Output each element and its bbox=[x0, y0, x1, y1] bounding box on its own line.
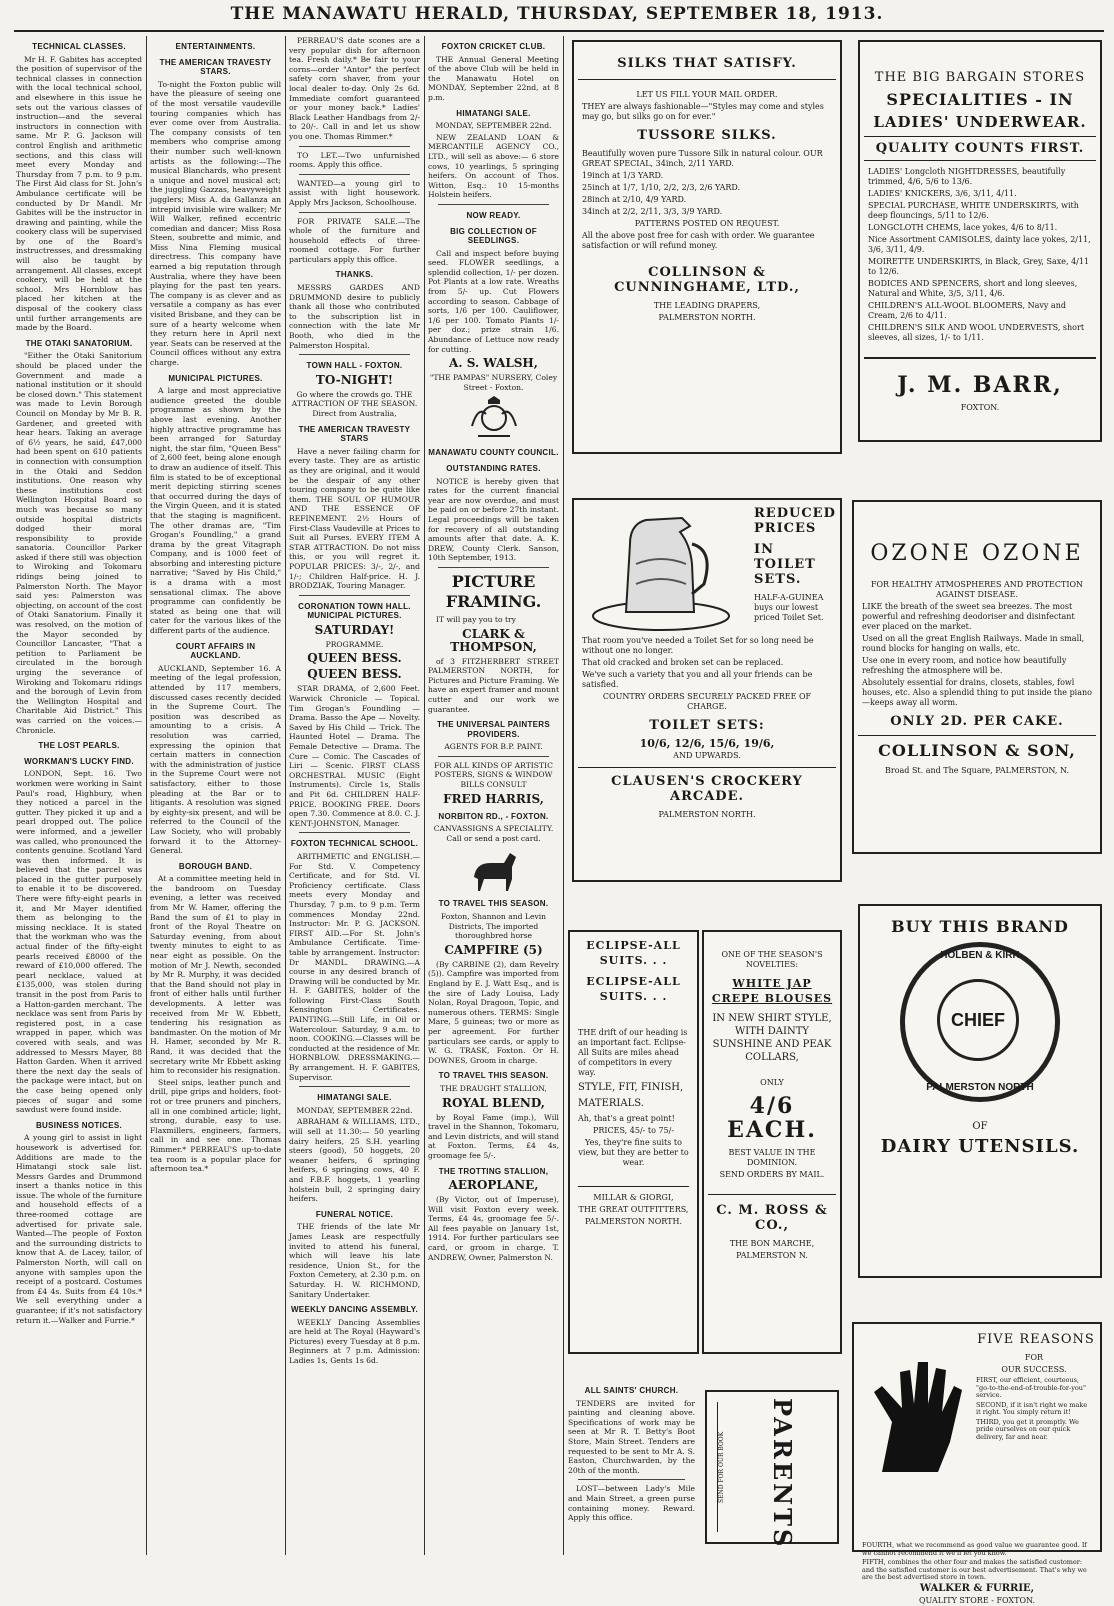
column-3 bbox=[289, 36, 420, 1554]
outstanding-rates-heading: OUTSTANDING RATES. bbox=[446, 464, 541, 473]
heading-court-affairs: COURT AFFAIRS IN AUCKLAND. bbox=[175, 641, 256, 661]
toilet-body-1: That room you've needed a Toilet Set for so long need be without one no longer. bbox=[582, 636, 814, 655]
seal-top-text: HOLBEN & KIRK bbox=[940, 950, 1020, 961]
quality-counts: QUALITY COUNTS FIRST. bbox=[864, 136, 1096, 161]
divider bbox=[299, 1086, 410, 1087]
queen-bess-title-2: QUEEN BESS. bbox=[307, 667, 402, 682]
heading-borough-band: BOROUGH BAND. bbox=[178, 861, 253, 871]
divider bbox=[299, 354, 410, 355]
millar-giorgi-name: MILLAR & GIORGI, bbox=[578, 1186, 689, 1203]
ozone-subtitle: FOR HEALTHY ATMOSPHERES AND PROTECTION AGAINST DISEASE. bbox=[870, 580, 1084, 599]
clausens-arcade-name: CLAUSEN'S CROCKERY ARCADE. bbox=[578, 767, 836, 804]
toilet-location: PALMERSTON NORTH. bbox=[658, 810, 756, 819]
silks-footer: All the above post free for cash with order. We guarantee satisfaction or will refund money. bbox=[582, 231, 815, 250]
ozone-price: ONLY 2D. PER CAKE. bbox=[890, 714, 1064, 729]
picture-framing-intro: IT will pay you to try bbox=[436, 614, 516, 624]
funeral-notice-body: THE friends of the late Mr James Leask are respectfully invited to attend his funeral, which will leave his late residence, Union St., for the Foxton Cemetery, at 2.30 p.m. on Saturday. H. W. RICHMOND, Sanitary Undertaker. bbox=[289, 1222, 420, 1299]
barr-item: Nice Assortment CAMISOLES, dainty lace yokes, 2/11, 3/6, 3/11, 4/9. bbox=[868, 235, 1091, 254]
heading-business-notices: BUSINESS NOTICES. bbox=[35, 1120, 122, 1130]
royal-blend-body: by Royal Fame (imp.), Will travel in the Shannon, Tokomaru, and Levin districts, and will stand at Foxton. Terms, £4 4s, groomage fee 5/-. bbox=[428, 1112, 559, 1160]
holben-kirk-seal bbox=[900, 942, 1060, 1102]
column-divider bbox=[563, 36, 564, 1555]
blouses-price: 4/6 EACH. bbox=[727, 1093, 817, 1143]
silks-body: THEY are always fashionable—"Styles may come and styles may go, but silks go on for ever." bbox=[582, 102, 824, 121]
article-borough-band: At a committee meeting held in the bandroom on Tuesday evening, a letter was received from Mr W. Hamer, offering the Band the sum of £1 to play in front of the Royal Theatre on Saturday evening, from about twenty minutes to eight to as near eight as possible. On the motion of Mr J. Newth, seconded by Mr R. Murphy, it was decided that the Band should not play in front of either halls until further developments. A letter was received from Mr W. Ebbett, tendering his resignation as bandmaster. On the motion of Mr H. Hamer, seconded by Mr R. Rand, it was decided that the secretary write Mr Ebbett asking him to reconsider his resignation. bbox=[150, 874, 281, 1076]
barr-item: MOIRETTE UNDERSKIRTS, in Black, Grey, Saxe, 4/11 to 12/6. bbox=[868, 257, 1090, 276]
eclipse-list: STYLE, FIT, FINISH, MATERIALS. bbox=[578, 1082, 684, 1109]
column-divider bbox=[146, 36, 147, 1555]
article-municipal-pictures: A large and most appreciative audience greeted the double programme as shown by the above last evening. Another highly attractive programme has been arranged for Saturday night, the star film, "Queen Bess" of 2,600 feet, being alone enough to draw an audience of itself. This film is stated to be of exceptional merit depicting stirring scenes that occurred during the days of the Virgin Queen, and it is stated that the staging is magnificent. The other dramas are, "Tim Grogan's Foundling," a grand drama by the great Vitagraph Company, and is 1000 feet of absorbing and interesting picture narrative; "Saved by His Child," is a drama with a most sensational climax. The above programme can confidently be stated as being one that will cater for the various likes of the different parts of the audience. bbox=[150, 386, 281, 636]
ad-wanted: WANTED—a young girl to assist with light housework. Apply Mrs Jackson, Schoolhouse. bbox=[289, 178, 420, 207]
himatangi-sale-body: ABRAHAM & WILLIAMS, LTD., will sell at 11.30:— 50 yearling dairy heifers, 25 S.H. yearling steers (good), 50 hoggets, 20 weaner heifers, 6 springing heifers, 6 springing cows, 40 F. and F.B.F. hoggets, 1 yearling holstein bull, 2 springing dairy heifers. bbox=[289, 1117, 420, 1204]
barr-item: BODICES AND SPENCERS, short and long sleeves, Natural and White, 3/5, 3/11, 4/6. bbox=[868, 279, 1078, 298]
country-orders: COUNTRY ORDERS SECURELY PACKED FREE OF CHARGE. bbox=[602, 692, 812, 711]
blouses-location: PALMERSTON N. bbox=[736, 1251, 808, 1260]
himatangi-sale-date: MONDAY, SEPTEMBER 22nd. bbox=[296, 1105, 413, 1115]
great-outfitters: THE GREAT OUTFITTERS, bbox=[578, 1205, 689, 1214]
tussore-heading: TUSSORE SILKS. bbox=[637, 128, 777, 143]
saturday-heading: SATURDAY! bbox=[314, 622, 395, 637]
ad-ozone bbox=[852, 500, 1102, 854]
travesty-ad-intro: Go where the crowds go. THE ATTRACTION OF THE SEASON. Direct from Australia, bbox=[291, 389, 418, 418]
heading-lost-pearls: THE LOST PEARLS. bbox=[38, 741, 120, 751]
silks-location: PALMERSTON NORTH. bbox=[658, 313, 756, 322]
royal-blend-name: ROYAL BLEND, bbox=[441, 1095, 545, 1110]
blouses-intro: ONE OF THE SEASON'S NOVELTIES: bbox=[721, 950, 823, 969]
collinson-cunninghame-name: COLLINSON & CUNNINGHAME, LTD., bbox=[614, 265, 800, 295]
travesty-ad-title: THE AMERICAN TRAVESTY STARS bbox=[298, 424, 411, 444]
cm-ross-name: C. M. ROSS & CO., bbox=[708, 1194, 836, 1233]
barr-item: LONGCLOTH CHEMS, lace yokes, 4/6 to 8/11. bbox=[868, 223, 1058, 232]
article-travesty-stars: To-night the Foxton public will have the pleasure of seeing one of the most versatile vaudeville touring companies which has ever come over from Australia. The company consists of ten members who comprise among their number such well-known artists as the following:—The musical Blanchards, who present a unique and novel musical act; the juggling Gazzas, heavyweight jugglers; Miss A. da Gallanza an intrepid invisible wire walker; Mr Will Walker, refined eccentric comedian and dancer; Miss Rosa Steen, soubrette and mimic, and Miss Nina Fleming musical directress. This company have earned a big reputation through Australia, where they have been playing for the past ten years. The company is as clever and as versatile a company as has ever visited Brisbane, and they can be sure of a hearty welcome when they return here in April next year. Seats can be reserved at the Council offices without any extra charge. bbox=[150, 79, 282, 367]
ad-chief-brand bbox=[858, 904, 1102, 1278]
in-toilet-sets-heading: IN TOILET SETS. bbox=[754, 542, 816, 587]
fred-harris-address: NORBITON RD., - FOXTON. bbox=[438, 811, 549, 821]
heading-thanks: THANKS. bbox=[335, 270, 374, 280]
divider bbox=[299, 832, 410, 833]
now-ready-heading: NOW READY. bbox=[466, 210, 521, 220]
himatangi-sale-body-2: NEW ZEALAND LOAN & MERCANTILE AGENCY CO., LTD., will sell as above:— 6 store cows, 10 yearlings, 5 springing heifers. On account of Thos. Witton, Esq.: 10 15-months Holstein heifers. bbox=[428, 132, 559, 200]
church-tenders: TENDERS are invited for painting and cleaning above. Specifications of work may be seen at Mr R. T. Betty's Boot Store, Main Street. Tenders are requested to be sent to Mr A. S. Easton, Churchwarden, by the 20th of the month. bbox=[568, 1398, 695, 1475]
ozone-body-1: LIKE the breath of the sweet sea breezes. The most powerful and refreshing deodoriser and disinfectant ever placed on the market. bbox=[862, 602, 1075, 631]
eclipse-heading-1: ECLIPSE-ALL SUITS. . . bbox=[586, 939, 681, 967]
barr-item: LADIES' Longcloth NIGHTDRESSES, beautifully trimmed, 4/6, 5/6 to 13/6. bbox=[868, 167, 1066, 186]
article-court-affairs: AUCKLAND, September 16. A meeting of the legal profession, attended by 117 members, discussed cases recently decided in the Supreme Court. The position was described as amounting to a crisis. A resolution was carried, expressing the opinion that certain matters in connection with the administration of justice in the Supreme Court were not satisfactory, either to those pleading at the Bar or to litigants. A resolution was signed by eighty-six present, and will be referred to the Council of the Law Society, who will probably forward it to the Attorney-General. bbox=[150, 663, 281, 856]
divider bbox=[299, 146, 410, 147]
ad-private-sale: FOR PRIVATE SALE.—The whole of the furniture and household effects of three-roomed cottage. For further particulars apply this office. bbox=[289, 216, 420, 264]
barr-header-2: SPECIALITIES - IN bbox=[886, 90, 1074, 109]
divider bbox=[438, 204, 549, 205]
barr-item: LADIES' KNICKERS, 3/6, 3/11, 4/11. bbox=[868, 189, 1017, 198]
himatangi-sale-date-2: MONDAY, SEPTEMBER 22nd. bbox=[435, 121, 552, 131]
collinson-son-name: COLLINSON & SON, bbox=[858, 735, 1096, 760]
parents-word: PARENTS bbox=[768, 1398, 797, 1550]
cricket-club-heading: FOXTON CRICKET CLUB. bbox=[441, 42, 546, 51]
blouses-mail: SEND ORDERS BY MAIL. bbox=[719, 1170, 825, 1179]
price-34inch: 34inch at 2/2, 2/11, 3/3, 3/9 YARD. bbox=[582, 207, 723, 216]
barr-item: CHILDREN'S ALL-WOOL BLOOMERS, Navy and Cream, 2/6 to 4/11. bbox=[868, 301, 1066, 320]
column-divider bbox=[424, 36, 425, 1555]
universal-painters-heading: THE UNIVERSAL PAINTERS PROVIDERS. bbox=[437, 720, 550, 739]
travel-season-heading-2: TO TRAVEL THIS SEASON. bbox=[438, 1071, 549, 1081]
local-notices: PERREAU'S date scones are a very popular dish for afternoon tea. Fresh daily.* Be fair to your corns—order "Antor" the perfect safety corn shaver, from your local dealer to-day. Only 2s 6d. Immediate comfort guaranteed or your money back.* Ladies' Black Leather Handbags from 2/- to 20/-. Call in and let us show you one. Thomas Rimmer.* bbox=[289, 36, 420, 141]
column-4 bbox=[428, 36, 559, 1554]
queen-bess-title: QUEEN BESS. bbox=[307, 651, 402, 666]
fred-harris-name: FRED HARRIS, bbox=[443, 791, 544, 806]
toilet-sets-label: TOILET SETS: bbox=[649, 718, 765, 733]
five-reasons-title: FIVE REASONS bbox=[977, 1332, 1095, 1347]
ad-big-bargain-stores bbox=[858, 40, 1102, 442]
divider bbox=[438, 756, 549, 757]
ad-eclipse-all-suits bbox=[568, 930, 699, 1354]
campfire-name: CAMPFIRE (5) bbox=[444, 942, 543, 957]
subheading-travesty-stars: THE AMERICAN TRAVESTY STARS. bbox=[159, 57, 272, 77]
fred-harris-body: CANVASSIGNS A SPECIALITY. Call or send a post card. bbox=[433, 824, 554, 843]
ozone-address: Broad St. and The Square, PALMERSTON, N. bbox=[884, 766, 1070, 775]
cricket-club-body: THE Annual General Meeting of the above Club will be held in the Manawatu Hotel on MONDAY, September 22nd, at 8 p.m. bbox=[428, 54, 559, 102]
walsh-address: "THE PAMPAS" NURSERY, Coley Street - Foxton. bbox=[429, 373, 558, 392]
jm-barr-name: J. M. BARR, bbox=[864, 357, 1096, 397]
barr-item: CHILDREN'S SILK AND WOOL UNDERVESTS, short sleeves, all sizes, 1/- to 1/11. bbox=[868, 323, 1085, 342]
ad-parents bbox=[705, 1390, 839, 1550]
divider bbox=[299, 174, 410, 175]
eclipse-body-3: Yes, they're fine suits to view, but they are better to wear. bbox=[578, 1138, 689, 1167]
blouses-title: WHITE JAP CREPE BLOUSES bbox=[711, 977, 833, 1005]
hand-illustration bbox=[862, 1332, 972, 1540]
tussore-body: Beautifully woven pure Tussore Silk in natural colour. OUR GREAT SPECIAL, 34inch, 2/11 YARD. bbox=[582, 149, 823, 168]
universal-painters-agents: AGENTS FOR B.P. PAINT. bbox=[444, 742, 543, 752]
reduced-prices-heading: REDUCED PRICES bbox=[754, 506, 836, 536]
subheading-lucky-find: WORKMAN'S LUCKY FIND. bbox=[24, 756, 134, 766]
price-25inch: 25inch at 1/7, 1/10, 2/2, 2/3, 2/6 YARD. bbox=[582, 183, 741, 192]
ozone-title: OZONE OZONE bbox=[870, 541, 1084, 566]
parents-side-text: SEND FOR OUR BOOK bbox=[717, 1402, 768, 1532]
reason-2: SECOND, if it isn't right we make it right. You simply return it! bbox=[976, 1400, 1088, 1416]
clark-thompson-name: CLARK & THOMPSON, bbox=[450, 626, 537, 654]
ad-to-let: TO LET.—Two unfurnished rooms. Apply this office. bbox=[289, 150, 420, 170]
picture-framing-heading: PICTURE FRAMING. bbox=[445, 571, 542, 611]
eclipse-price: PRICES, 45/- to 75/- bbox=[592, 1126, 675, 1135]
seedlings-heading: BIG COLLECTION OF SEEDLINGS. bbox=[450, 226, 537, 246]
funeral-notice-heading: FUNERAL NOTICE. bbox=[315, 1209, 394, 1219]
travel-season-heading: TO TRAVEL THIS SEASON. bbox=[438, 899, 549, 909]
bon-marche: THE BON MARCHE, bbox=[729, 1239, 815, 1248]
fred-harris-intro: FOR ALL KINDS OF ARTISTIC POSTERS, SIGNS & WINDOW BILLS CONSULT bbox=[434, 760, 553, 790]
barr-header-1: THE BIG BARGAIN STORES bbox=[874, 70, 1086, 85]
column-divider bbox=[285, 36, 286, 1555]
trotting-stallion-heading: THE TROTTING STALLION, bbox=[438, 1166, 549, 1176]
ad-toilet-sets bbox=[572, 498, 842, 882]
himatangi-sale-heading: HIMATANGI SALE. bbox=[317, 1093, 392, 1103]
eclipse-heading-2: ECLIPSE-ALL SUITS. . . bbox=[586, 975, 681, 1003]
article-technical-classes: Mr H. F. Gabites has accepted the position of supervisor of the technical classes in connection with the local technical school, and elsewhere in this issue he sets out the various classes of instruction—and the several instructors in connection with same. Mr P. G. Jackson will control English and arithmetic sections, and this class will meet every Monday and Thursday from 7 p.m. to 9 p.m. The First Aid class for St. John's Ambulance certificate will be conducted by Dr Mandl. Mr Gabites will be the instructor in drawing and painting, while the cookery class will be supervised by one of the Board's instructresses, and dressmaking will also be taught by arrangement. All classes, except cookery, will be held at the school. Mrs Hornblow has placed her kitchen at the disposal of the cookery class until further arrangements are made by the Board. bbox=[16, 54, 142, 333]
price-28inch: 28inch at 2/10, 4/9 YARD. bbox=[582, 195, 687, 204]
travesty-ad-body: Have a never failing charm for every taste. They are as artistic as they are original, and it would be the despair of any other touring company to be quite like them. THE SOUL OF HUMOUR AND THE ESSENCE OF REFINEMENT. 2½ Hours of First-Class Vaudeville at Prices to Suit all Purses. EVERY ITEM A STAR ATTRACTION. Do not miss this, or you will regret it. POPULAR PRICES: 3/-, 2/-, and 1/-; Children Half-price. H. J. BRODZIAK, Touring Manager. bbox=[289, 446, 420, 591]
aeroplane-name: AEROPLANE, bbox=[448, 1178, 539, 1193]
and-upwards: AND UPWARDS. bbox=[673, 751, 741, 760]
chief-of: OF bbox=[972, 1121, 988, 1132]
church-heading: ALL SAINTS' CHURCH. bbox=[584, 1386, 679, 1395]
heading-entertainments: ENTERTAINMENTS. bbox=[175, 42, 256, 51]
column-2 bbox=[150, 36, 281, 1554]
ad-crepe-blouses bbox=[702, 930, 842, 1354]
blouses-only: ONLY bbox=[760, 1078, 784, 1087]
divider bbox=[438, 567, 549, 568]
five-reasons-for: FOR bbox=[1024, 1353, 1044, 1362]
heading-municipal-pictures: MUNICIPAL PICTURES. bbox=[168, 373, 263, 383]
seal-centre: CHIEF bbox=[937, 979, 1019, 1061]
buy-this-brand: BUY THIS BRAND bbox=[891, 917, 1069, 936]
lost-purse: LOST—between Lady's Mile and Main Street, a green purse containing money. Reward. Apply this office. bbox=[568, 1484, 695, 1523]
article-lost-pearls: LONDON, Sept. 16. Two workmen were working in Saint Paul's road, Highbury, when they noticed a parcel in the gutter. They picked it up and a pearl dropped out. The police were informed, and a jeweller was called, who pronounced the contents genuine. Scotland Yard was then informed. It is believed that the parcel was placed in the gutter purposely to enable it to be discovered. There were fifty-eight pearls in it, and Mr Mayer identified them as belonging to the missing necklace. It is stated that the workman who was the actual finder of the fifty-eight pearls received £8000 of the reward of £10,000 offered. The pearl necklace, valued at £135,000, was stolen during transit in the post from Paris to a Hatton-garden merchant. The necklace was sent from Paris by registered post, in a case wrapped in paper, which was covered with seals, and was addressed to Messrs Mayer, 88 Hatton Garden. When it arrived there the next day the seals of the package were intact, but on the case being opened only pieces of sugar and some sawdust were found inside. bbox=[16, 769, 142, 1115]
masthead-rule bbox=[14, 30, 1104, 32]
draught-stallion-label: THE DRAUGHT STALLION, bbox=[440, 1083, 547, 1093]
picture-framing-body: of 3 FITZHERBERT STREET PALMERSTON NORTH, for Pictures and Picture Framing. We have an expert framer and mount cutter and our work we guarantee. bbox=[428, 656, 559, 714]
business-notices: A young girl to assist in light housework is advertised for. Additions are made to the Himatangi stock sale list. Messrs Gardes and Drummond insert a thanks notice in this issue. The whole of the furniture and household effects of a three-roomed cottage are advertised for private sale. Wanted—The people of Foxton and the surrounding districts to know that A. de Lacey, tailor, of Palmerston North, will call on anyone with samples upon the receipt of a postcard. Costumes from £4 4s. Suits from £4 10s.* We sell everything under a guarantee; if it's not satisfactory return it.—Walker and Furrie.* bbox=[16, 1133, 142, 1325]
blouses-best-value: BEST VALUE IN THE DOMINION. bbox=[728, 1148, 816, 1167]
pointing-hand-icon bbox=[862, 1332, 972, 1482]
reason-1: FIRST, our efficient, courteous, "go-to-the-end-of-trouble-for-you" service. bbox=[976, 1376, 1086, 1399]
programme-label: PROGRAMME. bbox=[325, 639, 384, 649]
silks-mail-order: LET US FILL YOUR MAIL ORDER. bbox=[636, 90, 778, 99]
seal-bottom-text: PALMERSTON NORTH bbox=[926, 1082, 1034, 1093]
reason-3: THIRD, you get it promptly. We pride ourselves on our quick delivery, far and near. bbox=[976, 1417, 1079, 1441]
silks-title: SILKS THAT SATISFY. bbox=[578, 56, 836, 80]
horse-icon bbox=[464, 847, 524, 893]
technical-school-heading: FOXTON TECHNICAL SCHOOL. bbox=[290, 839, 419, 849]
eclipse-body-1: THE drift of our heading is an important fact. Eclipse-All Suits are miles ahead of competitors in every way. bbox=[578, 1028, 688, 1077]
half-a-guinea-text: HALF-A-GUINEA buys our lowest priced Toilet Set. bbox=[754, 593, 824, 622]
article-otaki-sanatorium: "Either the Otaki Sanitorium should be placed under the Government and made a national institution or it should be closed down." This statement was made to Levin Borough Council on Monday by Mr B. R. Gardener, and greeted with hear hears. Taking an average of 6½ years, he said, £47,000 had been spent on 610 patients in connection with consumption in the Otaki and Seddon institutions. One reason why these institutions cost Wellington Hospital Board so much was because so many outside hospital districts dodged their moral responsibility to provide sanatoria. Councillor Parker asked if there still was objection to Wiroking and Tokomaru ridings being joined to Palmerston North. The Mayor said yes: Palmerston was objecting, on account of the cost of Otaki Sanatorium. Finally it was resolved, on the motion of the Mayor seconded by Councillor Lancaster, "That a petition to Parliament be circulated in the borough urging the severance of Wiroking and Tokomaru ridings and the borough of Levin from the Wellington Hospital and Charitable Aid District." This was carried on the voices.—Chronicle. bbox=[16, 351, 142, 735]
article-local-notes: Steel snips, leather punch and drill, pipe grips and holders, foot-rot or tree pruners and pinchers, all in one combined article; light, strong, durable, easy to use. Flaxmillers, engineers, farmers, call in and see one. Thomas Rimmer.* PERREAU'S up-to-date tea room is a popular place for afternoon tea.* bbox=[150, 1077, 281, 1174]
toilet-prices: 10/6, 12/6, 15/6, 19/6, bbox=[639, 737, 775, 750]
seedlings-body: Call and inspect before buying seed. FLOWER seedlings, a splendid collection, 1/- per dozen. Pot Plants at a low rate. Wreaths from 5/- up. Cut Flowers according to season. Cabbage of sorts, 1/6 per 100. Cauliflower, 1/6 per 100. Tomato Plants 1/- per doz.; prize strain 1/6. Abundance of Lettuce now ready for cutting. bbox=[428, 248, 559, 354]
campfire-body: (By CARBINE (2), dam Revelry (5)). Campfire was imported from England by E. J. Watt Esq., and is the sire of Lady Louisa, Lady Nolan, Royal Dragoon, Topic, and numerous others. TERMS: Single Mare, 5 guineas; two or more as per agreement. For further particulars see cards, or apply to W. G. TRASK, Foxton. Or H. DOWNES, Groom in charge. bbox=[428, 959, 559, 1065]
patterns-posted: PATTERNS POSTED ON REQUEST. bbox=[634, 219, 780, 228]
reason-5: FIFTH, combines the other four and makes the satisfied customer: and the satisfied customer is our best advertisement. That's why we are the best advertised store in town. bbox=[862, 1558, 1087, 1581]
walsh-name: A. S. WALSH, bbox=[449, 356, 538, 371]
technical-school-body: ARITHMETIC and ENGLISH.—For Std. V. Competency Certificate, and for Std. VI. Proficiency certificate. Class meets every Monday and Thursday, 7 p.m. to 9 p.m. Term commences Monday 22nd. Instructor: Mr. P. G. JACKSON. FIRST AID.—For St. John's Ambulance Certificate. Time-table by arrangement. Instructor: Dr MANDL. DRAWING.—A course in any desired branch of Drawing will be conducted by Mr. H. F. GABITES, holder of the following First-Class South Kensington Certificates. PAINTING.—Still Life, in Oil or Watercolour. Saturday, 9 a.m. to noon. COOKING.—Classes will be conducted at the residence of Mr. HORNBLOW. DRESSMAKING.—By arrangement. H. F. GABITES, Supervisor. bbox=[289, 851, 420, 1082]
weekly-dancing-body: WEEKLY Dancing Assemblies are held at The Royal (Hayward's Pictures) every Tuesday at 8 p.m. Beginners at 7 p.m. Admission: Ladies 1s, Gents 1s 6d. bbox=[289, 1317, 420, 1366]
barr-item: SPECIAL PURCHASE, WHITE UNDERSKIRTS, with deep flouncings, 5/11 to 12/6. bbox=[868, 201, 1079, 220]
travel-season-intro: Foxton, Shannon and Levin Districts, The imported thoroughbred horse bbox=[440, 912, 547, 941]
aeroplane-body: (By Victor, out of Imperuse), Will visit Foxton every week. Terms, £4 4s, groomage fee 5/-. All fees payable on January 1st, 1914. For further particulars see card, or groom in charge. T. ANDREW, Owner, Palmerston N. bbox=[428, 1195, 559, 1262]
barr-location: FOXTON. bbox=[960, 403, 1000, 412]
eclipse-body-2: Ah, that's a great point! bbox=[578, 1114, 675, 1123]
county-council-body: NOTICE is hereby given that rates for the current financial year are now overdue, and must be paid on or before 27th instant. Legal proceedings will be taken for recovery of all outstanding amounts after that date. A. K. DREW, County Clerk. Sanson, 10th September, 1913. bbox=[428, 476, 559, 563]
barr-header-3: LADIES' UNDERWEAR. bbox=[873, 113, 1087, 131]
walker-furrie-store: QUALITY STORE - FOXTON. bbox=[918, 1595, 1036, 1605]
divider bbox=[299, 595, 410, 596]
himatangi-sale-heading-2: HIMATANGI SALE. bbox=[456, 108, 531, 118]
divider bbox=[578, 1479, 685, 1480]
walker-furrie-name: WALKER & FURRIE, bbox=[919, 1582, 1035, 1594]
masthead: THE MANAWATU HERALD, THURSDAY, SEPTEMBER 18, 1913. bbox=[230, 4, 884, 24]
ad-silks-that-satisfy bbox=[572, 40, 842, 454]
thanks-notice: MESSRS GARDES AND DRUMMOND desire to publicly thank all those who contributed to the subscription list in connection with the late Mr Booth, who died in the Palmerston Hospital. bbox=[289, 283, 420, 350]
dairy-utensils: DAIRY UTENSILS. bbox=[880, 1136, 1080, 1157]
ozone-body-4: Absolutely essential for drains, closets, stables, fowl houses, etc. Also a splendid thing to put inside the piano—keeps away all worm. bbox=[862, 678, 1092, 707]
price-19inch: 19inch at 1/3 YARD. bbox=[582, 171, 664, 180]
heading-technical-classes: TECHNICAL CLASSES. bbox=[32, 42, 126, 51]
programme-list: STAR DRAMA, of 2,600 Feet. Warwick Chronicle — Topical. Tim Grogan's Foundling — Drama. Basso the Ape — Novelty. Saved by His Child — Trick. The Haunted Hotel — Drama. The Female Detective — Drama. The Cure — Comic. The Cascades of Liri — Scenic. FIRST CLASS ORCHESTRAL MUSIC (Eight Instruments). Circle 1s, Stalls and Pit 6d. CHILDREN HALF-PRICE. BOOKING FREE. Doors open 7.30. Commence at 8.0. C. J. KENT-JOHNSTON, Manager. bbox=[289, 684, 420, 828]
eclipse-location: PALMERSTON NORTH. bbox=[584, 1217, 682, 1226]
divider bbox=[299, 212, 410, 213]
toilet-body-2: That old cracked and broken set can be replaced. bbox=[582, 658, 784, 667]
ad-all-saints-church bbox=[568, 1380, 695, 1550]
tonight-heading: TO-NIGHT! bbox=[315, 372, 394, 387]
ad-five-reasons bbox=[852, 1322, 1102, 1605]
county-council-heading: MANAWATU COUNTY COUNCIL. bbox=[428, 448, 559, 458]
coat-of-arms-icon bbox=[464, 396, 524, 442]
five-reasons-our-success: OUR SUCCESS. bbox=[1001, 1365, 1067, 1374]
coronation-hall-heading: CORONATION TOWN HALL. MUNICIPAL PICTURES. bbox=[298, 601, 411, 621]
toilet-jug-icon bbox=[586, 504, 736, 634]
reason-4: FOURTH, what we recommend as good value we guarantee good. If we cannot recommend it we'll let you know. bbox=[862, 1541, 1087, 1557]
weekly-dancing-heading: WEEKLY DANCING ASSEMBLY. bbox=[290, 1305, 419, 1315]
leading-drapers: THE LEADING DRAPERS, bbox=[653, 301, 761, 310]
ozone-body-3: Use one in every room, and notice how beautifully refreshing the atmosphere will be. bbox=[862, 656, 1067, 675]
toilet-body-3: We've such a variety that you and all your friends can be satisfied. bbox=[582, 670, 813, 689]
blouses-style: IN NEW SHIRT STYLE, WITH DAINTY SUNSHINE AND PEAK COLLARS, bbox=[712, 1013, 832, 1063]
heading-otaki-sanatorium: THE OTAKI SANATORIUM. bbox=[25, 338, 133, 348]
column-1 bbox=[16, 36, 142, 1554]
ozone-body-2: Used on all the great English Railways. Made in small, round blocks for hanging on walls, etc. bbox=[862, 634, 1085, 653]
town-hall-heading: TOWN HALL - FOXTON. bbox=[306, 361, 403, 371]
